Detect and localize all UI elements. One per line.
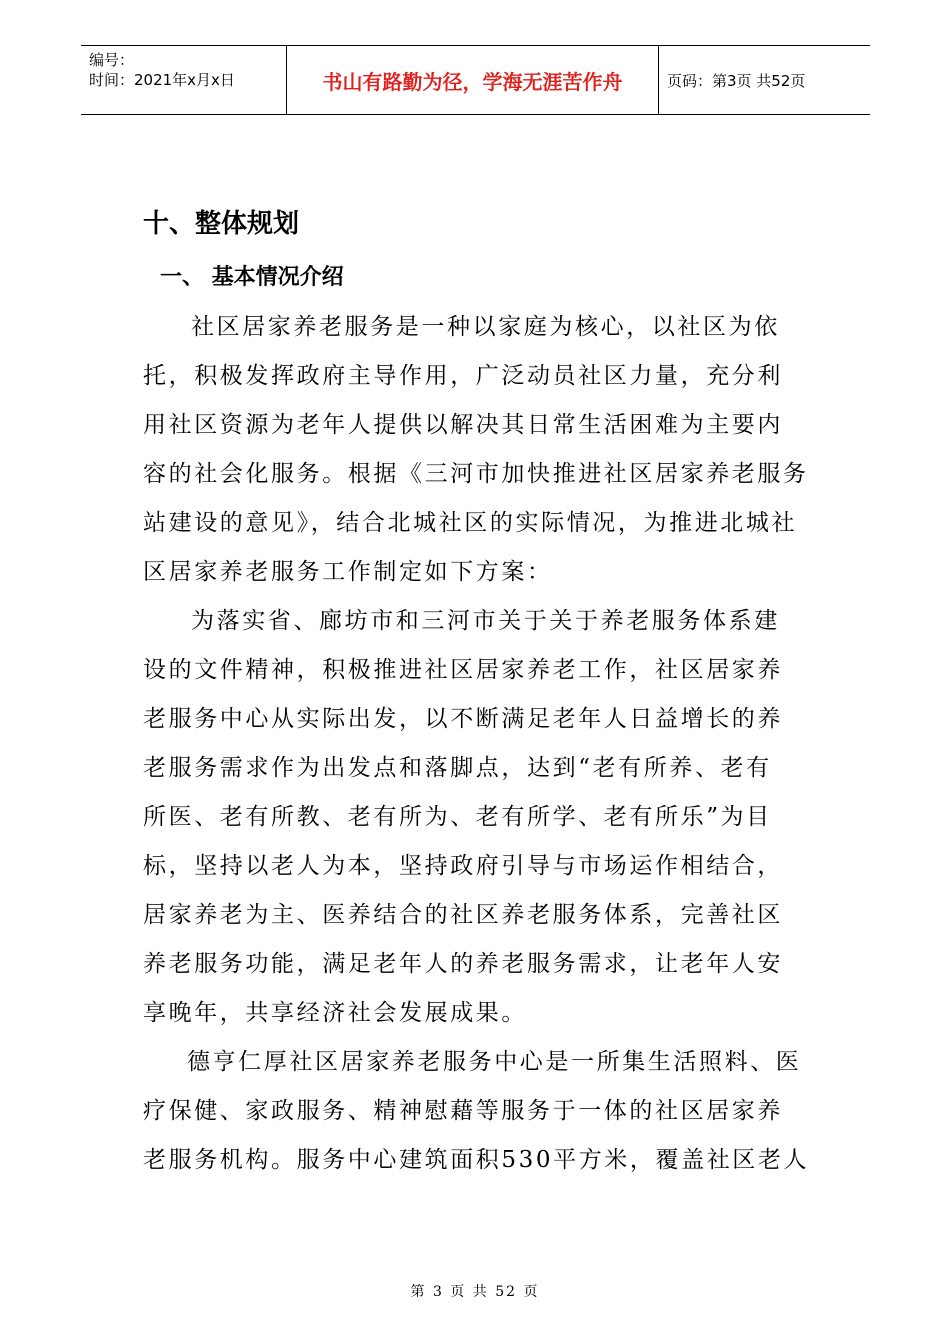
paragraph-2-line-1: 为落实省、廊坊市和三河市关于关于养老服务体系建	[191, 608, 780, 634]
paragraph-2-line-9: 享晚年，共享经济社会发展成果。	[143, 1000, 527, 1026]
document-code-label: 编号：	[89, 51, 135, 69]
paragraph-1-line-2: 托，积极发挥政府主导作用，广泛动员社区力量，充分利	[143, 363, 783, 389]
document-date: 时间：2021年x月x日	[89, 71, 235, 89]
paragraph-3-line-2: 疗保健、家政服务、精神慰藉等服务于一体的社区居家养	[143, 1098, 783, 1124]
paragraph-2-line-2: 设的文件精神，积极推进社区居家养老工作，社区居家养	[143, 657, 783, 683]
page-header	[81, 45, 870, 115]
paragraph-2-line-3: 老服务中心从实际出发，以不断满足老年人日益增长的养	[143, 706, 783, 732]
paragraph-1-line-3: 用社区资源为老年人提供以解决其日常生活困难为主要内	[143, 412, 783, 438]
header-meta	[81, 46, 287, 114]
paragraph-2-line-5: 所医、老有所教、老有所为、老有所学、老有所乐”为目	[143, 804, 772, 830]
header-motto: 书山有路勤为径，学海无涯苦作舟	[287, 46, 659, 114]
header-page-info: 页码：第3页 共52页	[667, 71, 806, 90]
paragraph-1-line-5: 站建设的意见》，结合北城社区的实际情况，为推进北城社	[143, 510, 798, 536]
document-body	[143, 195, 810, 1185]
paragraph-1-line-1: 社区居家养老服务是一种以家庭为核心，以社区为依	[191, 314, 780, 340]
paragraph-1-line-4: 容的社会化服务。根据《三河市加快推进社区居家养老服务	[143, 461, 809, 487]
paragraph-2-line-6: 标，坚持以老人为本，坚持政府引导与市场运作相结合，	[143, 853, 783, 879]
section-subtitle: 一、 基本情况介绍	[160, 265, 344, 290]
paragraph-2-line-7: 居家养老为主、医养结合的社区养老服务体系，完善社区	[143, 902, 783, 928]
paragraph-3-line-3: 老服务机构。服务中心建筑面积530平方米，覆盖社区老人	[143, 1147, 810, 1173]
paragraph-1-line-6: 区居家养老服务工作制定如下方案：	[143, 559, 553, 585]
paragraph-2-line-4: 老服务需求作为出发点和落脚点，达到“老有所养、老有	[143, 755, 772, 781]
page-footer: 第 3 页 共 52 页	[410, 1284, 540, 1300]
paragraph-3-line-1: 德亨仁厚社区居家养老服务中心是一所集生活照料、医	[187, 1049, 802, 1075]
section-title: 十、整体规划	[143, 209, 300, 239]
paragraph-2-line-8: 养老服务功能，满足老年人的养老服务需求，让老年人安	[143, 951, 783, 977]
